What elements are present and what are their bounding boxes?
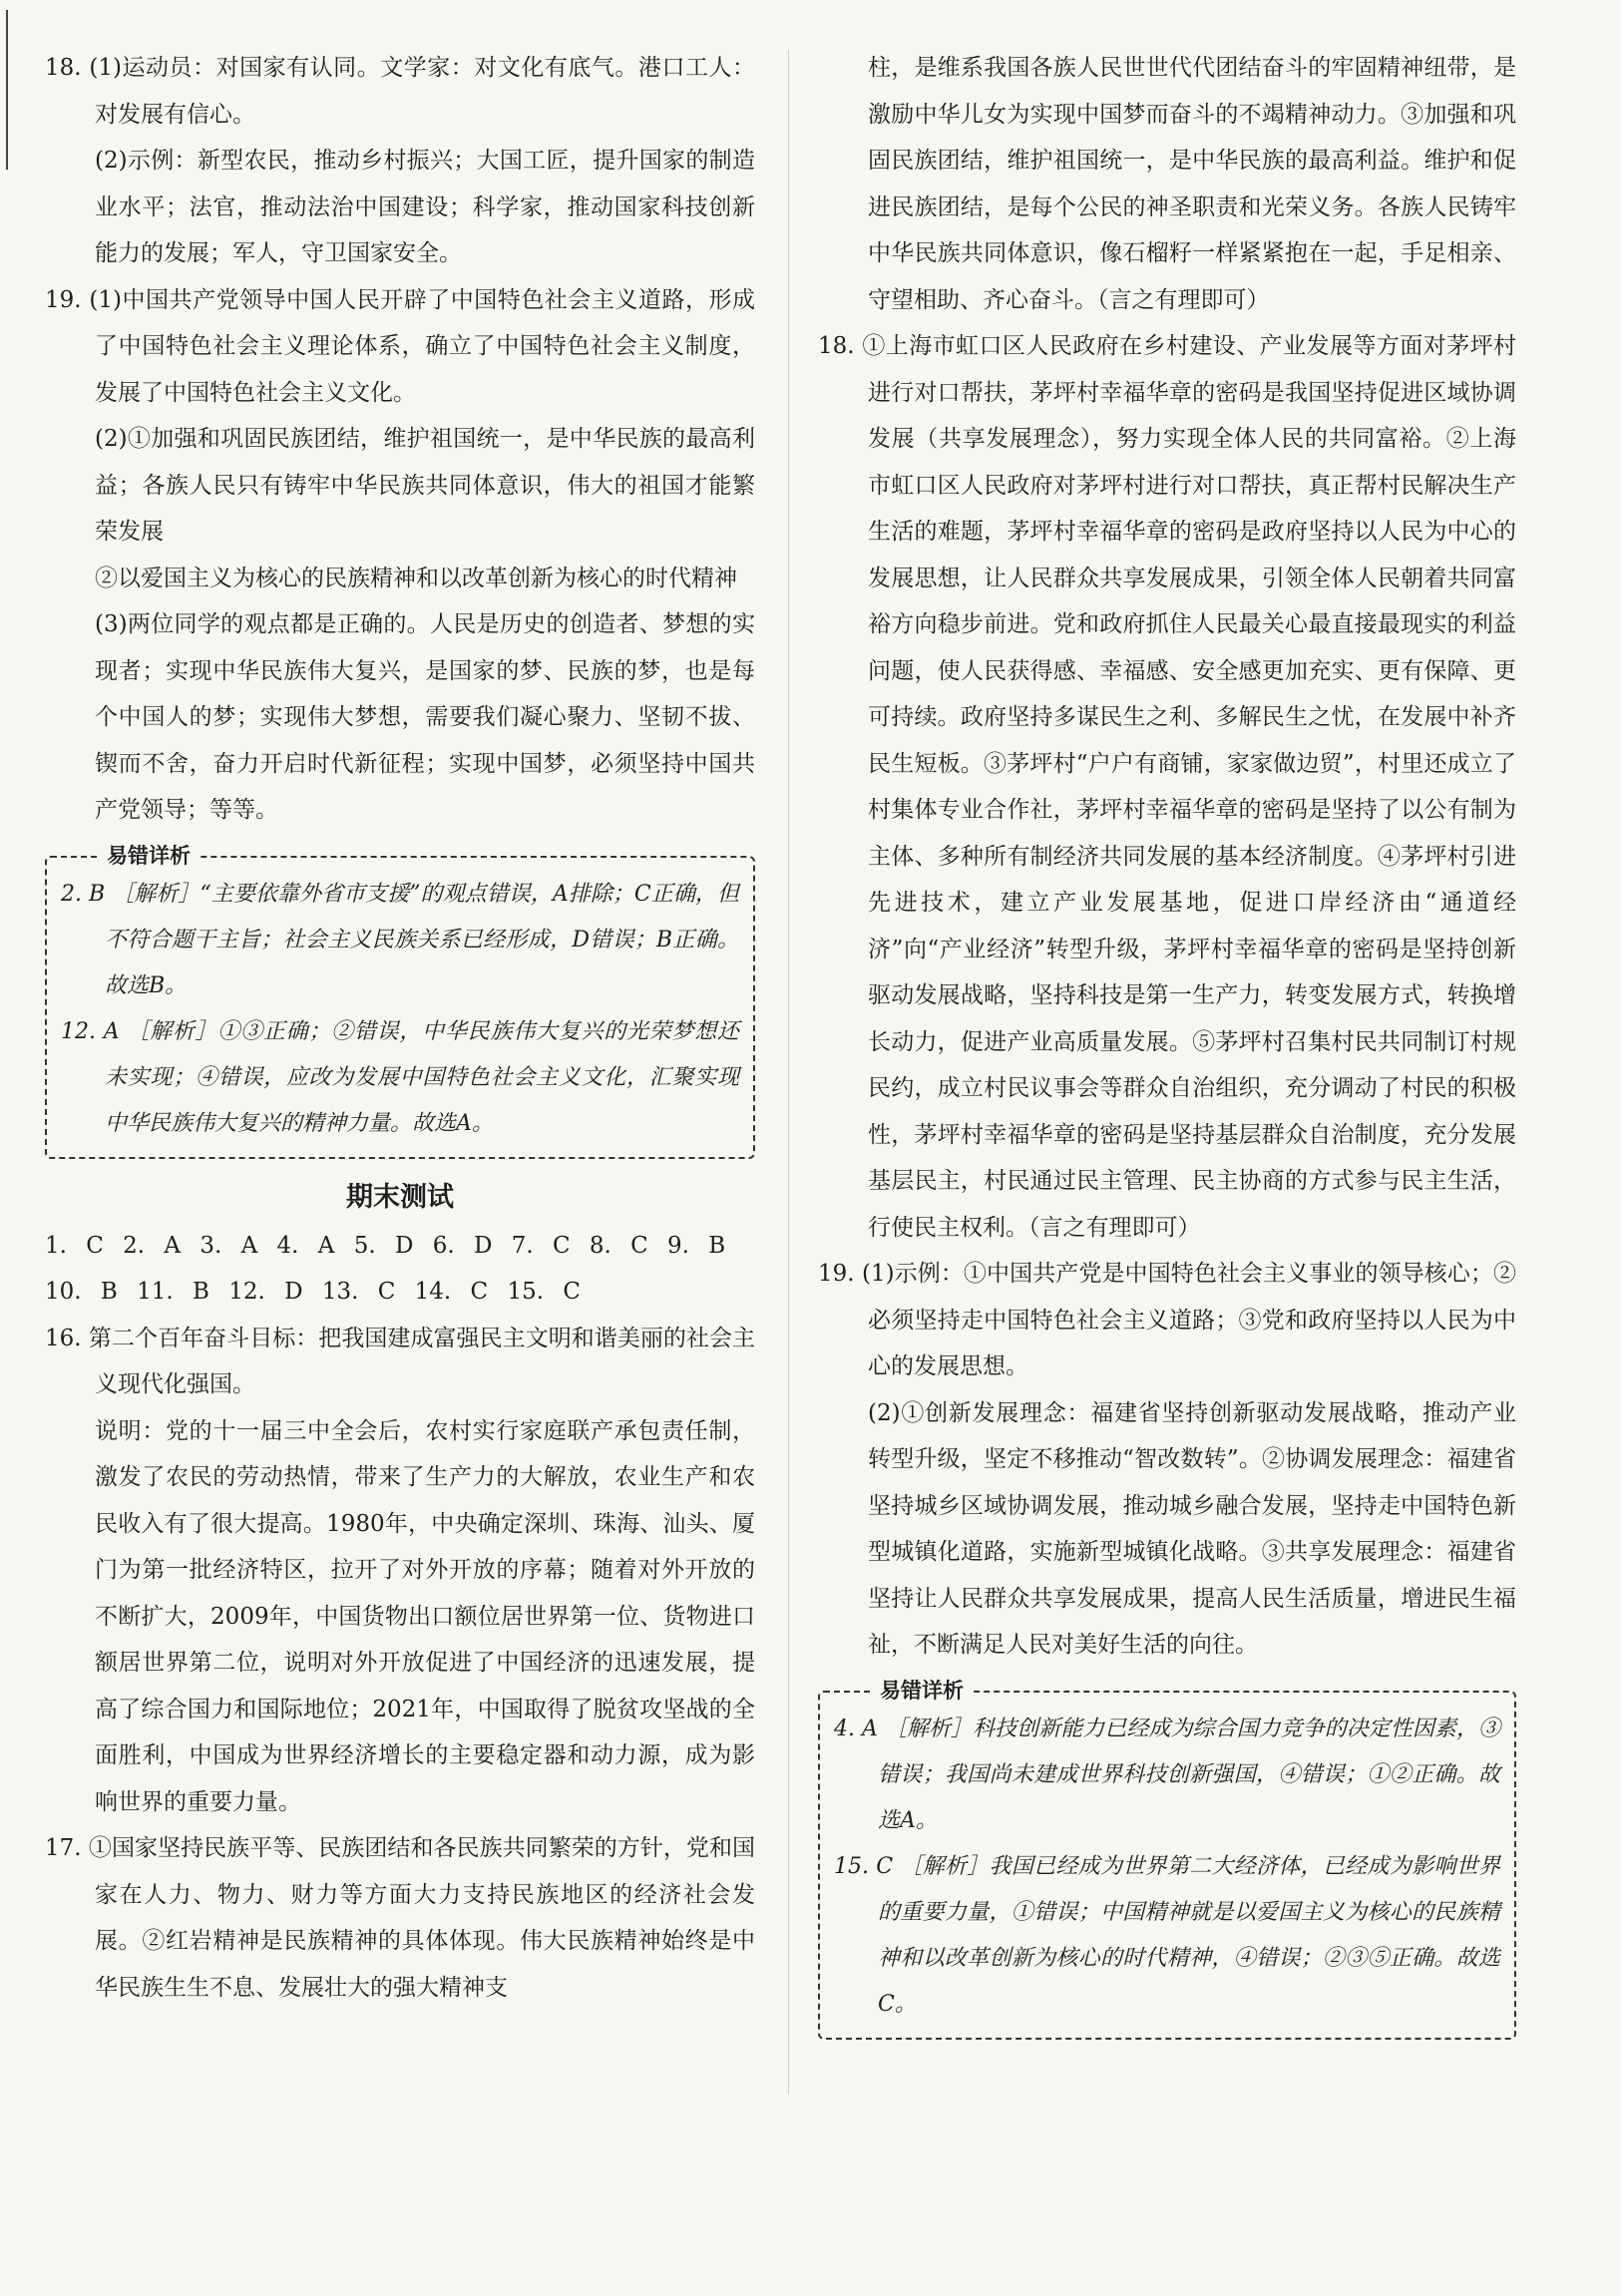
- answer-19-part3: (3)两位同学的观点都是正确的。人民是历史的创造者、梦想的实现者；实现中华民族伟大复兴，是国家的梦、民族的梦，也是每个中国人的梦；实现伟大梦想，需要我们凝心聚力、坚韧不拔、锲而不舍，奋力开启时代新征程；实现中国梦，必须坚持中国共产党领导；等等。: [95, 611, 755, 823]
- answer-19-final: 19. (1)示例：①中国共产党是中国特色社会主义事业的领导核心；②必须坚持走中国特色社会主义道路；③党和政府坚持以人民为中心的发展思想。: [818, 1261, 1516, 1379]
- answer-16-note: 说明：党的十一届三中全会后，农村实行家庭联产承包责任制，激发了农民的劳动热情，带来了生产力的大解放，农业生产和农民收入有了很大提高。1980年，中央确定深圳、珠海、汕头、厦门为第一批经济特区，拉开了对外开放的序幕；随着对外开放的不断扩大，2009年，中国货物出口额位居世界第一位、货物进口额居世界第二位，说明对外开放促进了中国经济的迅速发展，提高了综合国力和国际地位；2021年，中国取得了脱贫攻坚战的全面胜利，中国成为世界经济增长的主要稳定器和动力源，成为影响世界的重要力量。: [95, 1417, 755, 1815]
- right-column: [818, 45, 1516, 2054]
- error-analysis-title: 易错详析: [870, 1676, 974, 1706]
- error-analysis-item: 4. A ［解析］科技创新能力已经成为综合国力竞争的决定性因素，③错误；我国尚未建成世界科技创新强国，④错误；①②正确。故选A。: [834, 1716, 1500, 1833]
- left-column: [45, 45, 755, 2011]
- scan-edge-mark: [6, 10, 8, 170]
- error-analysis-box: [45, 843, 755, 1159]
- answer-16: 16. 第二个百年奋斗目标：把我国建成富强民主文明和谐美丽的社会主义现代化强国。: [45, 1325, 755, 1397]
- section-title: 期末测试: [346, 1181, 454, 1213]
- answer-17: 17. ①国家坚持民族平等、民族团结和各民族共同繁荣的方针，党和国家在人力、物力、财力等方面大力支持民族地区的经济社会发展。②红岩精神是民族精神的具体体现。伟大民族精神始终是中华民族生生不息、发展壮大的强大精神支: [45, 1835, 755, 2001]
- column-divider: [788, 50, 789, 2095]
- error-analysis-item: 12. A ［解析］①③正确；②错误，中华民族伟大复兴的光荣梦想还未实现；④错误，应改为发展中国特色社会主义文化，汇聚实现中华民族伟大复兴的精神力量。故选A。: [61, 1018, 739, 1136]
- multiple-choice-answers-row: 10. B 11. B 12. D 13. C 14. C 15. C: [45, 1279, 581, 1305]
- error-analysis-title: 易错详析: [97, 841, 201, 871]
- error-analysis-item: 2. B ［解析］“主要依靠外省市支援”的观点错误，A排除；C正确，但不符合题干主旨；社会主义民族关系已经形成，D错误；B正确。故选B。: [61, 881, 739, 998]
- answer-19-part2a: (2)①加强和巩固民族团结，维护祖国统一，是中华民族的最高利益；各族人民只有铸牢中华民族共同体意识，伟大的祖国才能繁荣发展: [95, 426, 755, 545]
- answer-19: 19. (1)中国共产党领导中国人民开辟了中国特色社会主义道路，形成了中国特色社会主义理论体系，确立了中国特色社会主义制度，发展了中国特色社会主义文化。: [45, 286, 755, 406]
- answer-18: 18. (1)运动员：对国家有认同。文学家：对文化有底气。港口工人：对发展有信心。: [45, 55, 755, 128]
- answer-19-part2b: ②以爱国主义为核心的民族精神和以改革创新为核心的时代精神: [95, 565, 737, 591]
- answer-18-part2: (2)示例：新型农民，推动乡村振兴；大国工匠，提升国家的制造业水平；法官，推动法治中国建设；科学家，推动国家科技创新能力的发展；军人，守卫国家安全。: [95, 148, 755, 266]
- answer-17-continued: 柱，是维系我国各族人民世世代代团结奋斗的牢固精神纽带，是激励中华儿女为实现中国梦而奋斗的不竭精神动力。③加强和巩固民族团结，维护祖国统一，是中华民族的最高利益。维护和促进民族团结，是每个公民的神圣职责和光荣义务。各族人民铸牢中华民族共同体意识，像石榴籽一样紧紧抱在一起，手足相亲、守望相助、齐心奋斗。（言之有理即可）: [868, 55, 1516, 313]
- error-analysis-box: [818, 1678, 1516, 2040]
- error-analysis-item: 15. C ［解析］我国已经成为世界第二大经济体，已经成为影响世界的重要力量，①错误；中国精神就是以爱国主义为核心的民族精神和以改革创新为核心的时代精神，④错误；②③⑤正确。故选C。: [834, 1853, 1500, 2017]
- multiple-choice-answers-row: 1. C 2. A 3. A 4. A 5. D 6. D 7. C 8. C 9. B: [45, 1232, 726, 1259]
- answer-19-final-part2: (2)①创新发展理念：福建省坚持创新驱动发展战略，推动产业转型升级，坚定不移推动“智改数转”。②协调发展理念：福建省坚持城乡区域协调发展，推动城乡融合发展，坚持走中国特色新型城镇化道路，实施新型城镇化战略。③共享发展理念：福建省坚持让人民群众共享发展成果，提高人民生活质量，增进民生福祉，不断满足人民对美好生活的向往。: [868, 1399, 1516, 1658]
- answer-18-final: 18. ①上海市虹口区人民政府在乡村建设、产业发展等方面对茅坪村进行对口帮扶，茅坪村幸福华章的密码是我国坚持促进区域协调发展（共享发展理念），努力实现全体人民的共同富裕。②上海市虹口区人民政府对茅坪村进行对口帮扶，真正帮村民解决生产生活的难题，茅坪村幸福华章的密码是政府坚持以人民为中心的发展思想，让人民群众共享发展成果，引领全体人民朝着共同富裕方向稳步前进。党和政府抓住人民最关心最直接最现实的利益问题，使人民获得感、幸福感、安全感更加充实、更有保障、更可持续。政府坚持多谋民生之利、多解民生之忧，在发展中补齐民生短板。③茅坪村“户户有商铺，家家做边贸”，村里还成立了村集体专业合作社，茅坪村幸福华章的密码是坚持了以公有制为主体、多种所有制经济共同发展的基本经济制度。④茅坪村引进先进技术，建立产业发展基地，促进口岸经济由“通道经济”向“产业经济”转型升级，茅坪村幸福华章的密码是坚持创新驱动发展战略，坚持科技是第一生产力，转变发展方式，转换增长动力，促进产业高质量发展。⑤茅坪村召集村民共同制订村规民约，成立村民议事会等群众自治组织，充分调动了村民的积极性，茅坪村幸福华章的密码是坚持基层群众自治制度，充分发展基层民主，村民通过民主管理、民主协商的方式参与民主生活，行使民主权利。（言之有理即可）: [818, 333, 1516, 1241]
